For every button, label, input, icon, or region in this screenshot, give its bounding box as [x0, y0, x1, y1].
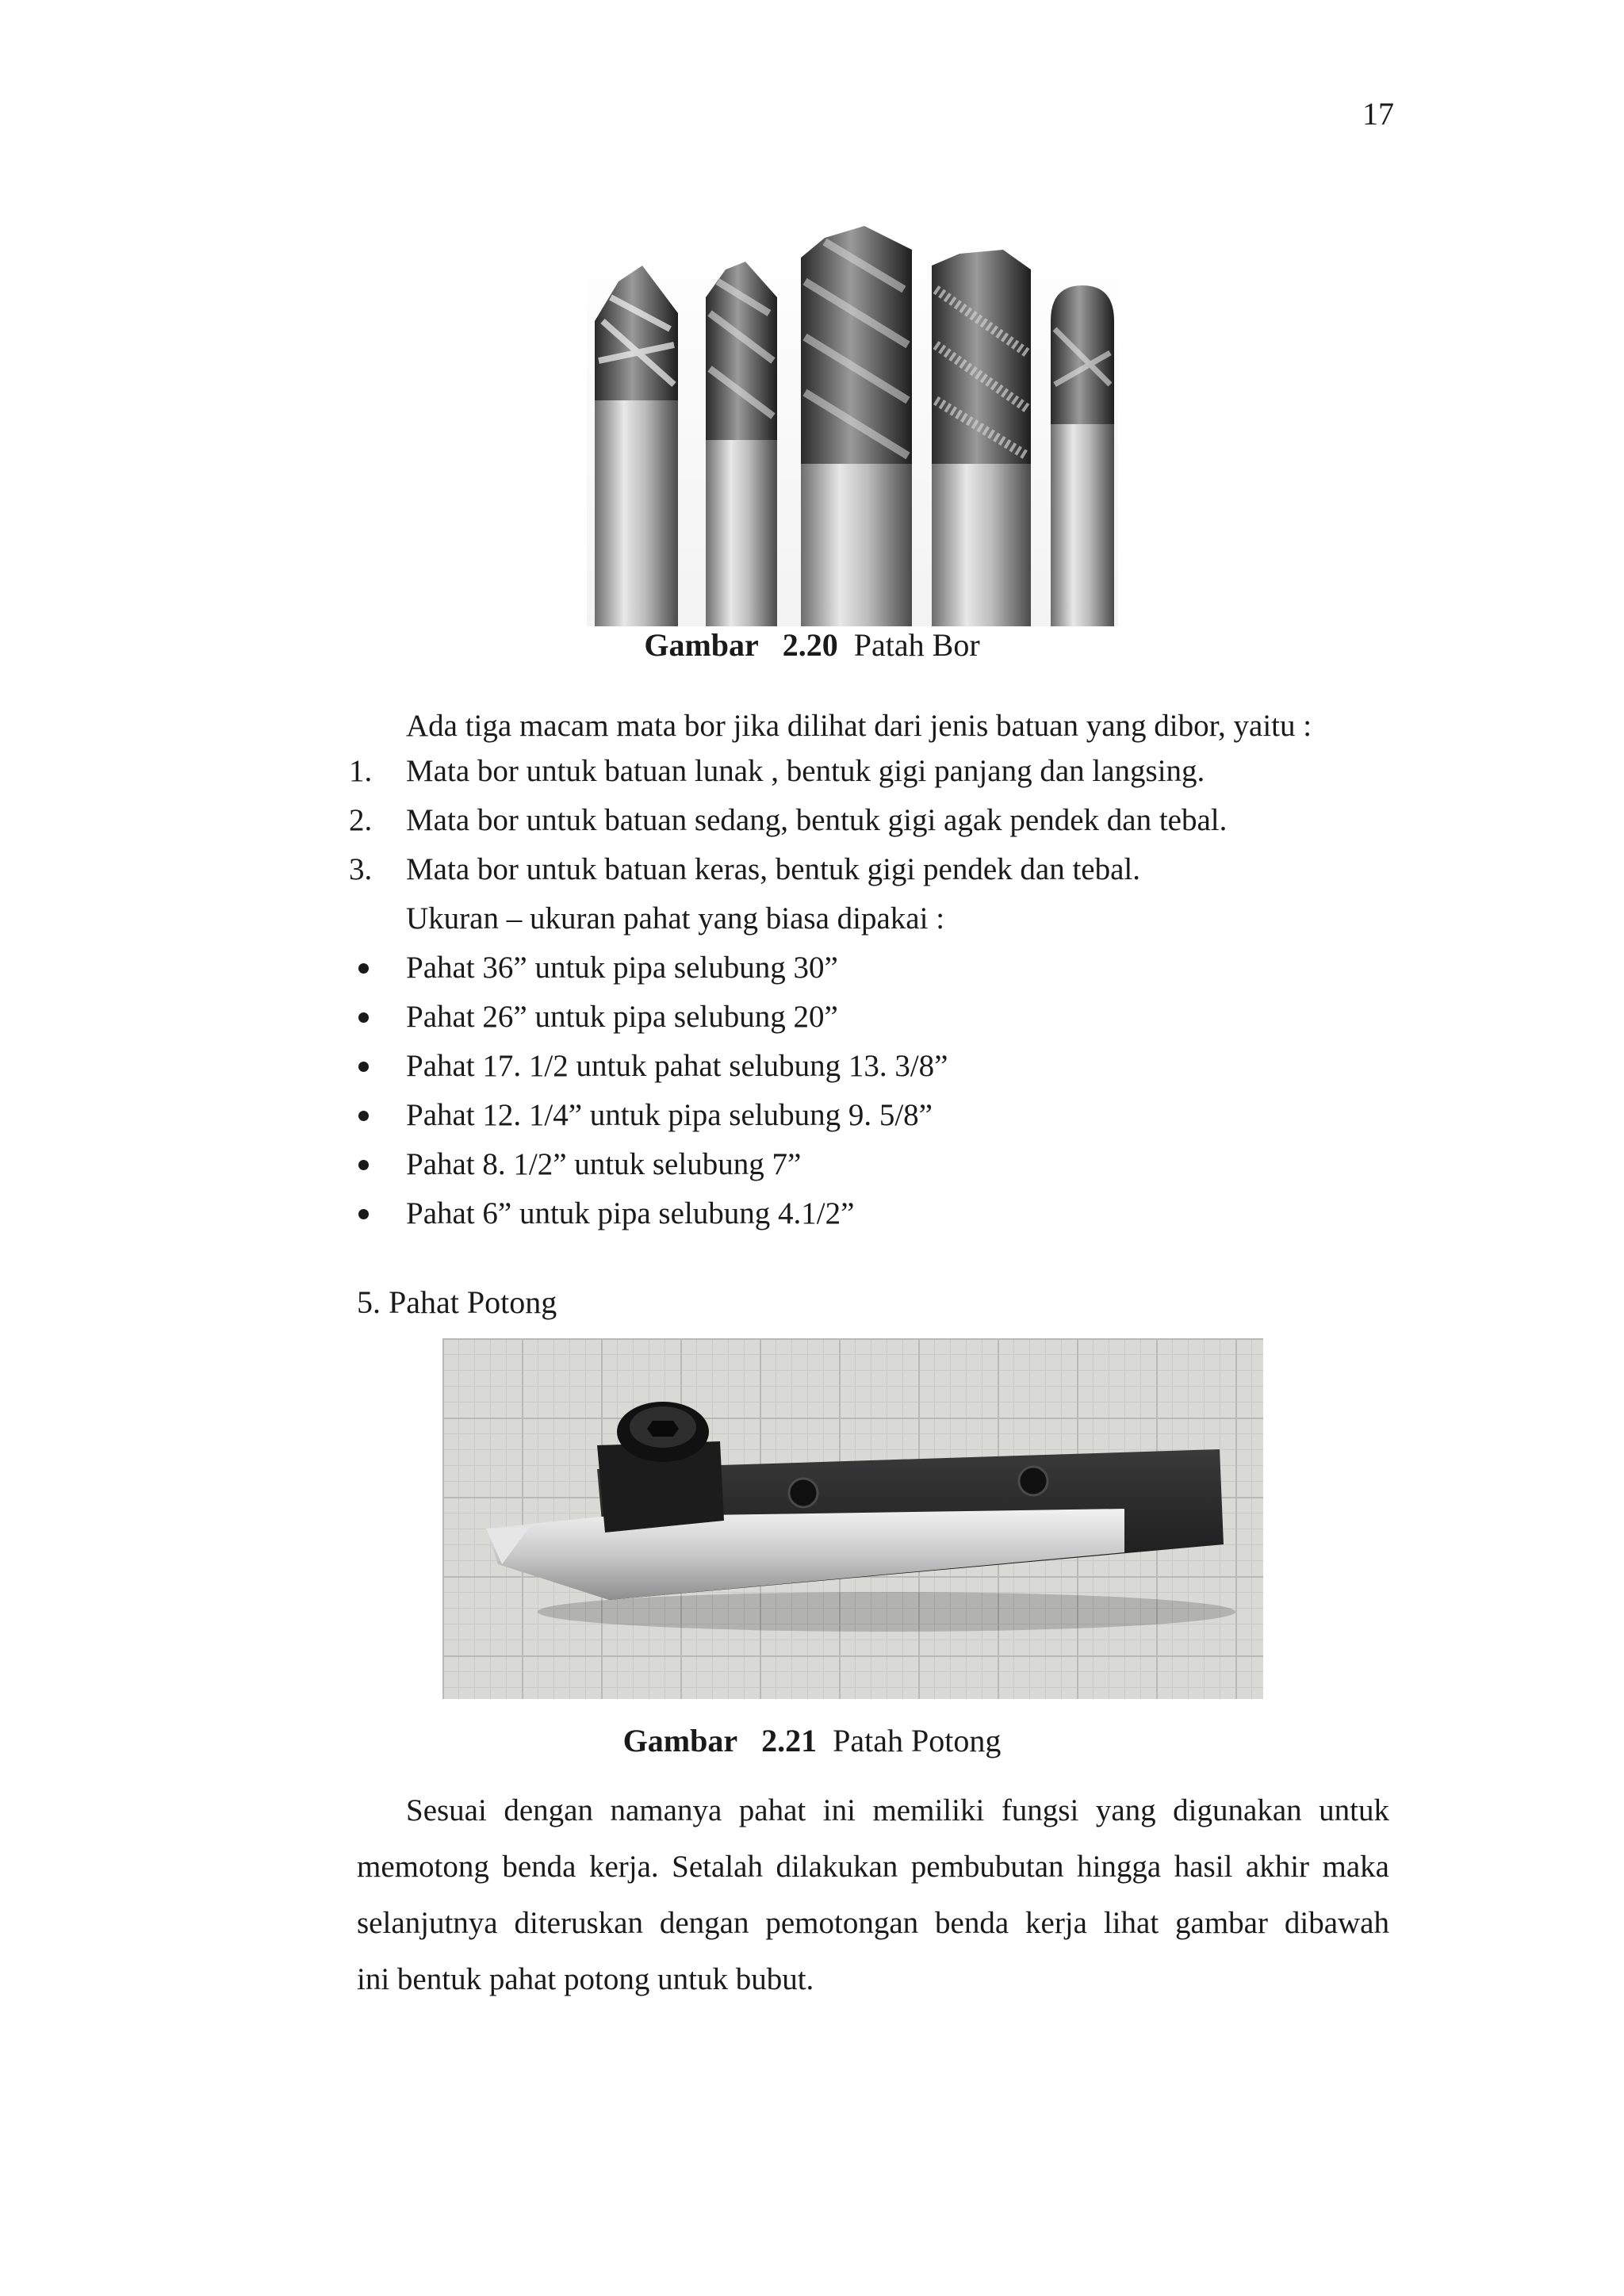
bullet-item — [349, 993, 948, 1042]
list-item — [349, 845, 1227, 894]
bullet-text: Pahat 17. 1/2 untuk pahat selubung 13. 3/8” — [406, 1049, 948, 1083]
paragraph-line: Sesuai dengan namanya pahat ini memiliki fungsi yang digunakan untuk — [406, 1793, 1389, 1827]
body-paragraph — [357, 1782, 1389, 2007]
list-text: Mata bor untuk batuan keras, bentuk gigi pendek dan tebal. — [406, 852, 1140, 886]
bullet-item — [349, 1189, 948, 1238]
bullet-icon — [358, 963, 369, 974]
caption-title: Patah Potong — [833, 1723, 1002, 1758]
bullet-icon — [358, 1062, 369, 1072]
drill-bit-4 — [932, 250, 1031, 626]
bullet-icon — [358, 1111, 369, 1121]
cutting-blade — [486, 1509, 1124, 1600]
section-heading: 5. Pahat Potong — [357, 1284, 557, 1320]
caption-number: 2.21 — [761, 1723, 818, 1758]
parting-tool-illustration — [442, 1338, 1263, 1699]
bullet-text: Pahat 26” untuk pipa selubung 20” — [406, 1000, 838, 1034]
list-item — [349, 747, 1227, 796]
caption-label: Gambar — [622, 1723, 738, 1758]
figure-caption-2-21 — [0, 1722, 1624, 1759]
drill-bit-3 — [801, 226, 912, 626]
bullet-text: Pahat 8. 1/2” untuk selubung 7” — [406, 1147, 802, 1181]
paragraph-line: selanjutnya diteruskan dengan pemotongan benda kerja lihat gambar dibawah — [357, 1906, 1389, 1940]
drill-bit-1 — [595, 266, 678, 626]
bullet-list — [349, 943, 948, 1238]
bullet-text: Pahat 6” untuk pipa selubung 4.1/2” — [406, 1196, 855, 1230]
list-text: Mata bor untuk batuan lunak , bentuk gigi panjang dan langsing. — [406, 754, 1205, 788]
list-number: 1. — [349, 754, 373, 788]
bullet-icon — [358, 1012, 369, 1023]
caption-title: Patah Bor — [853, 627, 980, 663]
caption-number: 2.20 — [782, 627, 838, 663]
drill-bits-image — [587, 226, 1118, 626]
bullet-item — [349, 1091, 948, 1140]
bullet-icon — [358, 1209, 369, 1219]
ukuran-heading: Ukuran – ukuran pahat yang biasa dipakai : — [406, 901, 945, 936]
bullet-text: Pahat 12. 1/4” untuk pipa selubung 9. 5/8” — [406, 1098, 933, 1132]
bullet-item — [349, 1042, 948, 1091]
drill-bit-2 — [706, 262, 777, 626]
bullet-icon — [358, 1160, 369, 1170]
bullet-item — [349, 943, 948, 993]
figure-caption-2-20 — [0, 626, 1624, 664]
intro-paragraph: Ada tiga macam mata bor jika dilihat dari jenis batuan yang dibor, yaitu : — [406, 709, 1312, 743]
caption-label: Gambar — [644, 627, 759, 663]
list-number: 3. — [349, 852, 373, 886]
parting-tool-image — [442, 1338, 1263, 1699]
page-number: 17 — [1362, 96, 1394, 132]
bullet-item — [349, 1140, 948, 1189]
list-item — [349, 796, 1227, 845]
list-number: 2. — [349, 803, 373, 837]
paragraph-line: ini bentuk pahat potong untuk bubut. — [357, 1962, 814, 1996]
drill-bit-5 — [1051, 285, 1114, 626]
paragraph-line: memotong benda kerja. Setalah dilakukan pembubutan hingga hasil akhir maka — [357, 1850, 1389, 1884]
numbered-list — [349, 747, 1227, 894]
list-text: Mata bor untuk batuan sedang, bentuk gigi agak pendek dan tebal. — [406, 803, 1228, 837]
drill-bits-illustration — [587, 226, 1118, 626]
bullet-text: Pahat 36” untuk pipa selubung 30” — [406, 951, 838, 985]
